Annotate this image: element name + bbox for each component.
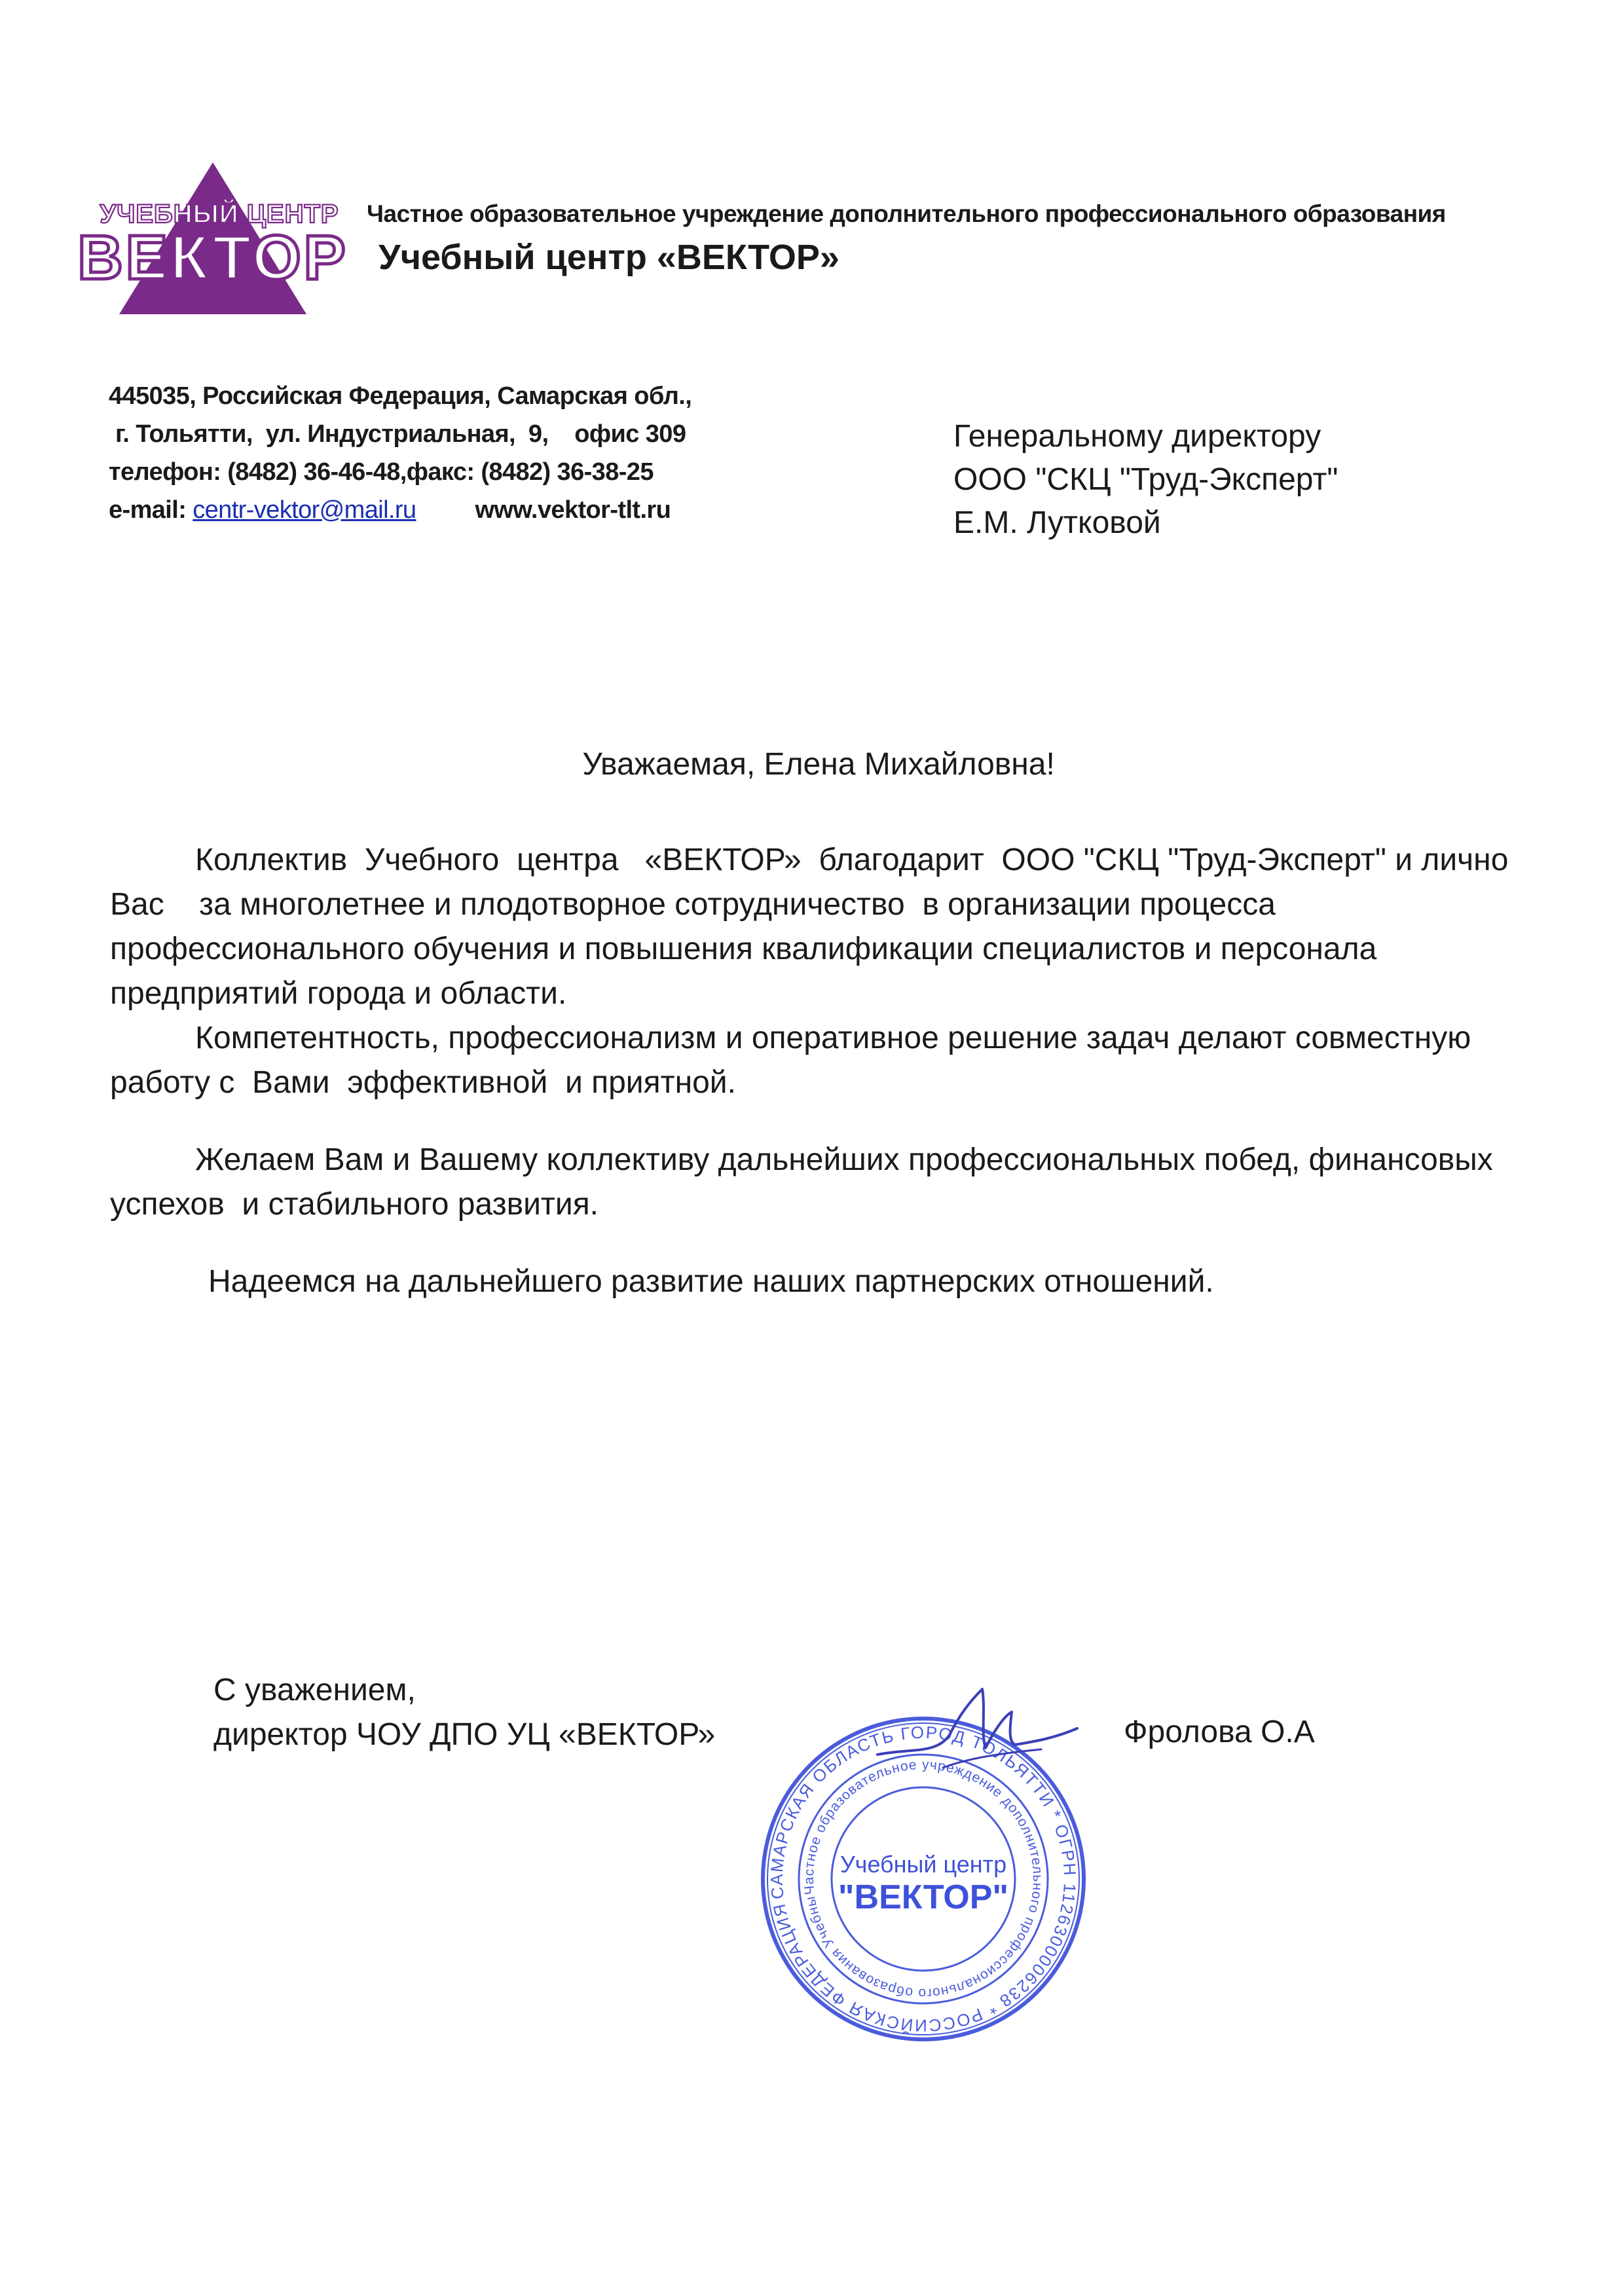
stamp-center-top: Учебный центр [840, 1851, 1007, 1878]
signature [871, 1676, 1080, 1800]
stamp-center-main: "ВЕКТОР" [838, 1878, 1009, 1916]
paragraph-1-line-2: Вас за многолетнее и плодотворное сотрудничество в организации процесса [110, 887, 1276, 922]
stamp-inner-text: Частное образовательное учреждение дополнительного профессионального образования Учебный [801, 1757, 1046, 2001]
closing-regards: С уважением, [213, 1673, 416, 1707]
website: www.vektor-tlt.ru [475, 496, 671, 524]
closing-block [213, 1668, 715, 1757]
sender-address-line2: г. Тольятти, ул. Индустриальная, 9, офис 309 [109, 420, 686, 448]
sender-phone: телефон: (8482) 36-46-48,факс: (8482) 36-38-25 [109, 458, 654, 486]
vektor-logo [77, 162, 348, 314]
paragraph-1-line-3: профессионального обучения и повышения квалификации специалистов и персонала [110, 932, 1377, 966]
closing-position: директор ЧОУ ДПО УЦ «ВЕКТОР» [213, 1717, 716, 1752]
paragraph-2-line-2: работу с Вами эффективной и приятной. [110, 1065, 736, 1100]
logo-main-text: ВЕКТОР [77, 223, 348, 293]
paragraph-2-line-1: Компетентность, профессионализм и оперативное решение задач делают совместную [195, 1021, 1471, 1055]
recipient-line3: Е.М. Лутковой [953, 505, 1161, 540]
paragraph-1-line-1: Коллектив Учебного центра «ВЕКТОР» благодарит ООО "СКЦ "Труд-Эксперт" и лично [195, 843, 1509, 877]
stamp-outer-text: САМАРСКАЯ ОБЛАСТЬ ГОРОД ТОЛЬЯТТИ * ОГРН 1126300006238 * РОССИЙСКАЯ ФЕДЕРАЦИЯ [766, 1722, 1080, 2036]
paragraph-1-line-4: предприятий города и области. [110, 976, 567, 1011]
email-label: e-mail: [109, 496, 193, 524]
org-type: Частное образовательное учреждение дополнительного профессионального образования [367, 200, 1446, 227]
sender-address-line1: 445035, Российская Федерация, Самарская обл., [109, 382, 692, 410]
org-name: Учебный центр «ВЕКТОР» [378, 238, 840, 277]
letter-body [110, 838, 1518, 1304]
recipient-line2: ООО "СКЦ "Труд-Эксперт" [953, 462, 1338, 497]
email-link[interactable]: centr-vektor@mail.ru [193, 496, 416, 524]
signer-name: Фролова О.А [1124, 1715, 1315, 1749]
greeting: Уважаемая, Елена Михайловна! [582, 747, 1055, 782]
sender-block [109, 377, 692, 529]
recipient-line1: Генеральному директору [953, 419, 1321, 454]
paragraph-4: Надеемся на дальнейшего развитие наших партнерских отношений. [208, 1264, 1214, 1299]
recipient-block [953, 415, 1338, 545]
paragraph-3-line-1: Желаем Вам и Вашему коллективу дальнейших профессиональных побед, финансовых [195, 1142, 1493, 1177]
paragraph-3-line-2: успехов и стабильного развития. [110, 1187, 599, 1222]
logo-top-text: УЧЕБНЫЙ ЦЕНТР [100, 200, 339, 228]
sender-contacts [109, 491, 692, 529]
